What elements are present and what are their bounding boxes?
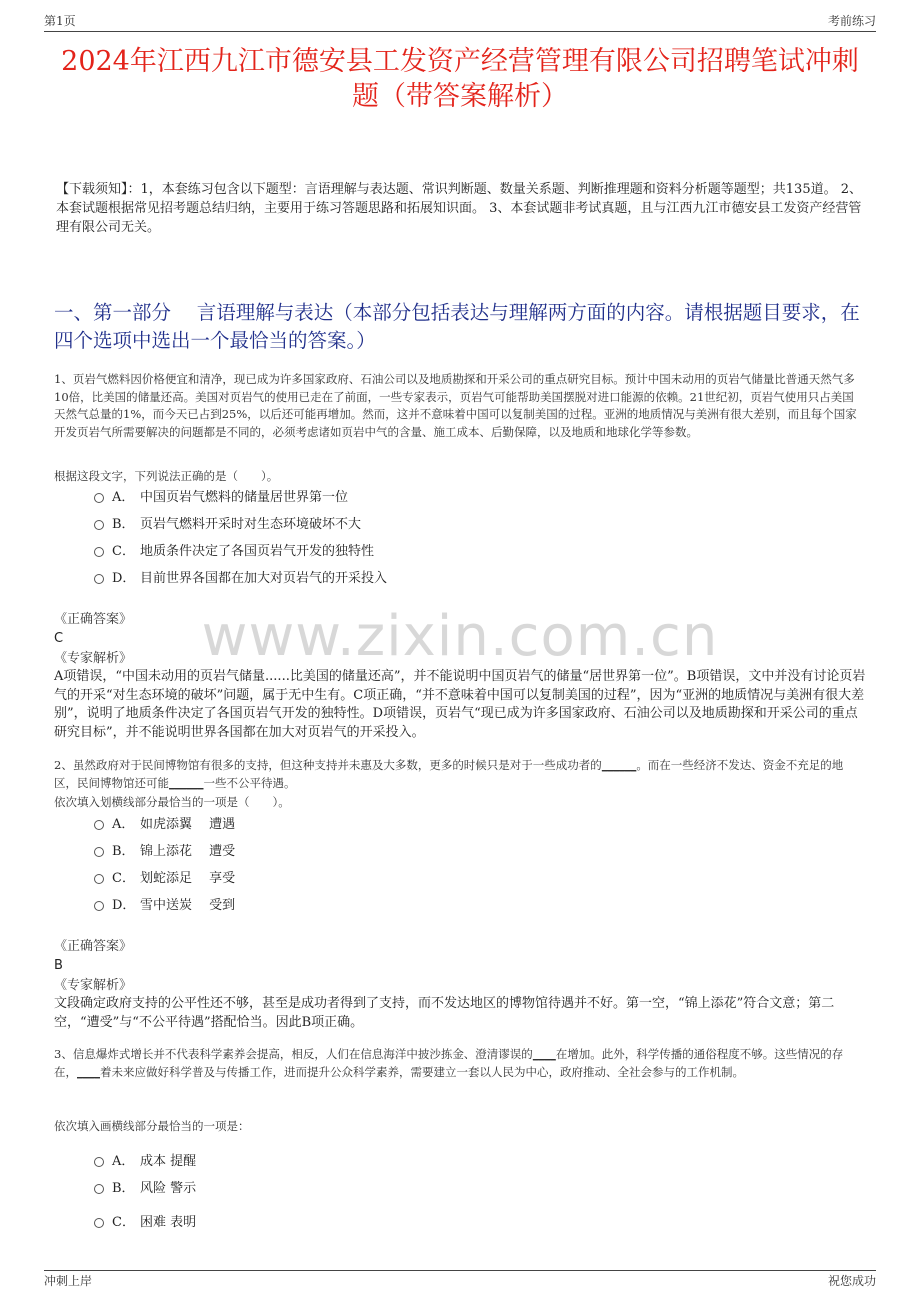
option-text: 划蛇添足 享受 (140, 871, 236, 886)
option-text: 如虎添翼 遭遇 (140, 817, 236, 832)
question-1-answer: C (54, 631, 64, 646)
question-3-option-c[interactable] (94, 1213, 196, 1233)
option-letter: B． (112, 517, 135, 532)
document-title: 2024年江西九江市德安县工发资产经营管理有限公司招聘笔试冲刺题（带答案解析） (61, 46, 859, 112)
radio-icon[interactable] (94, 547, 104, 557)
question-2-analysis-label: 《专家解析》 (54, 978, 133, 993)
question-1-prompt: 根据这段文字，下列说法正确的是（ ）。 (54, 469, 279, 483)
page-number: 第1页 (44, 14, 76, 28)
radio-icon[interactable] (94, 820, 104, 830)
question-1-stem: 1、页岩气燃料因价格便宜和清净，现已成为许多国家政府、石油公司以及地质勘探和开采公司的重点研究目标。预计中国未动用的页岩气储量比普通天然气多10倍，比美国的储量还高。美国对页岩气的使用已走在了前面，一些专家表示，页岩气可能帮助美国摆脱对进口能源的依赖。21世纪初，页岩气使用只占美国天然气总量的1%，而今天已占到25%，以后还可能再增加。然而，这并不意味着中国可以复制美国的过程。亚洲的地质情况与美洲有很大差别，而且每个国家开发页岩气所需要解决的问题都是不同的，必须考虑诸如页岩中气的含量、施工成本、后勤保障，以及地质和地球化学等参数。 (54, 372, 857, 439)
option-text: 成本 提醒 (140, 1154, 197, 1169)
option-letter: D． (112, 571, 136, 586)
footer-right: 祝您成功 (827, 1274, 876, 1288)
download-notice: 【下载须知】：1，本套练习包含以下题型：言语理解与表达题、常识判断题、数量关系题、判断推理题和资料分析题等题型；共135道。 2、本套试题根据常见招考题总结归纳，主要用于练习答题思路和拓展知识面。 3、本套试题非考试真题，且与江西九江市德安县工发资产经营管理有限公司无关。 (56, 182, 862, 235)
radio-icon[interactable] (94, 493, 104, 503)
question-2-stem: 2、虽然政府对于民间博物馆有很多的支持，但这种支持并未惠及大多数，更多的时候只是对于一些成功者的______。而在一些经济不发达、资金不充足的地区，民间博物馆还可能______一些不公平待遇。 (54, 758, 844, 790)
question-1-option-a[interactable] (94, 488, 348, 508)
radio-icon[interactable] (94, 847, 104, 857)
answer-blank: ______ (601, 758, 637, 772)
question-3-stem: 3、信息爆炸式增长并不代表科学素养会提高，相反，人们在信息海洋中披沙拣金、澄清谬误的____在增加。此外，科学传播的通俗程度不够。这些情况的存在，____着未来应做好科学普及与传播工作，进而提升公众科学素养，需要建立一套以人民为中心，政府推动、全社会参与的工作机制。 (54, 1047, 844, 1079)
option-text: 目前世界各国都在加大对页岩气的开采投入 (140, 571, 388, 586)
question-1-analysis-label: 《专家解析》 (54, 651, 133, 666)
option-letter: A． (112, 817, 135, 832)
radio-icon[interactable] (94, 1218, 104, 1228)
option-letter: A． (112, 490, 135, 505)
radio-icon[interactable] (94, 1184, 104, 1194)
question-3-prompt: 依次填入画横线部分最恰当的一项是： (54, 1119, 250, 1133)
option-text: 地质条件决定了各国页岩气开发的独特性 (140, 544, 375, 559)
section-heading: 一、第一部分 言语理解与表达（本部分包括表达与理解两方面的内容。请根据题目要求，在四个选项中选出一个最恰当的答案。） (54, 301, 860, 352)
answer-blank: ____ (77, 1064, 100, 1079)
page-footer (44, 1272, 876, 1288)
footer-divider (44, 1270, 876, 1271)
question-1-option-b[interactable] (94, 515, 361, 535)
question-2-option-c[interactable] (94, 869, 235, 889)
header-divider (44, 31, 876, 32)
question-2-analysis: 文段确定政府支持的公平性还不够，甚至是成功者得到了支持，而不发达地区的博物馆待遇并不好。第一空，“锦上添花”符合文意；第二空，“遭受”与“不公平待遇”搭配恰当。因此B项正确。 (54, 996, 835, 1030)
question-1-option-c[interactable] (94, 542, 374, 562)
radio-icon[interactable] (94, 574, 104, 584)
question-1-analysis: A项错误，“中国未动用的页岩气储量......比美国的储量还高”，并不能说明中国页岩气的储量“居世界第一位”。B项错误，文中并没有讨论页岩气的开采“对生态环境的破坏”问题，属于无中生有。C项正确，“并不意味着中国可以复制美国的过程”，因为“亚洲的地质情况与美洲有很大差别”，说明了地质条件决定了各国页岩气开发的独特性。D项错误，页岩气“现已成为许多国家政府、石油公司以及地质勘探和开采公司的重点研究目标”，并不能说明世界各国都在加大对页岩气的开采投入。 (54, 669, 866, 740)
question-2-answer-label: 《正确答案》 (54, 939, 133, 954)
question-2-option-a[interactable] (94, 815, 235, 835)
page-header (44, 10, 876, 30)
question-2-option-b[interactable] (94, 842, 235, 862)
footer-left: 冲刺上岸 (44, 1274, 93, 1288)
header-label: 考前练习 (827, 14, 876, 28)
watermark: www.zixin.com.cn (201, 604, 719, 669)
option-text: 中国页岩气燃料的储量居世界第一位 (140, 490, 349, 505)
option-text: 锦上添花 遭受 (140, 844, 236, 859)
question-2-prompt: 依次填入划横线部分最恰当的一项是（ ）。 (54, 795, 290, 809)
question-2-answer: B (54, 958, 63, 973)
radio-icon[interactable] (94, 901, 104, 911)
radio-icon[interactable] (94, 520, 104, 530)
option-letter: B． (112, 1181, 135, 1196)
question-3-option-b[interactable] (94, 1179, 196, 1199)
option-letter: D． (112, 898, 136, 913)
option-letter: C． (112, 1215, 135, 1230)
option-text: 页岩气燃料开采时对生态环境破坏不大 (140, 517, 362, 532)
option-letter: A． (112, 1154, 135, 1169)
radio-icon[interactable] (94, 1157, 104, 1167)
option-text: 风险 警示 (140, 1181, 197, 1196)
option-letter: C． (112, 544, 135, 559)
question-3-option-a[interactable] (94, 1152, 196, 1172)
option-letter: C． (112, 871, 135, 886)
answer-blank: ______ (169, 775, 204, 790)
question-1-answer-label: 《正确答案》 (54, 612, 133, 627)
radio-icon[interactable] (94, 874, 104, 884)
option-text: 困难 表明 (140, 1215, 197, 1230)
option-letter: B． (112, 844, 135, 859)
option-text: 雪中送炭 受到 (140, 898, 236, 913)
answer-blank: ____ (532, 1047, 556, 1061)
question-1-option-d[interactable] (94, 569, 387, 589)
question-2-option-d[interactable] (94, 896, 235, 916)
